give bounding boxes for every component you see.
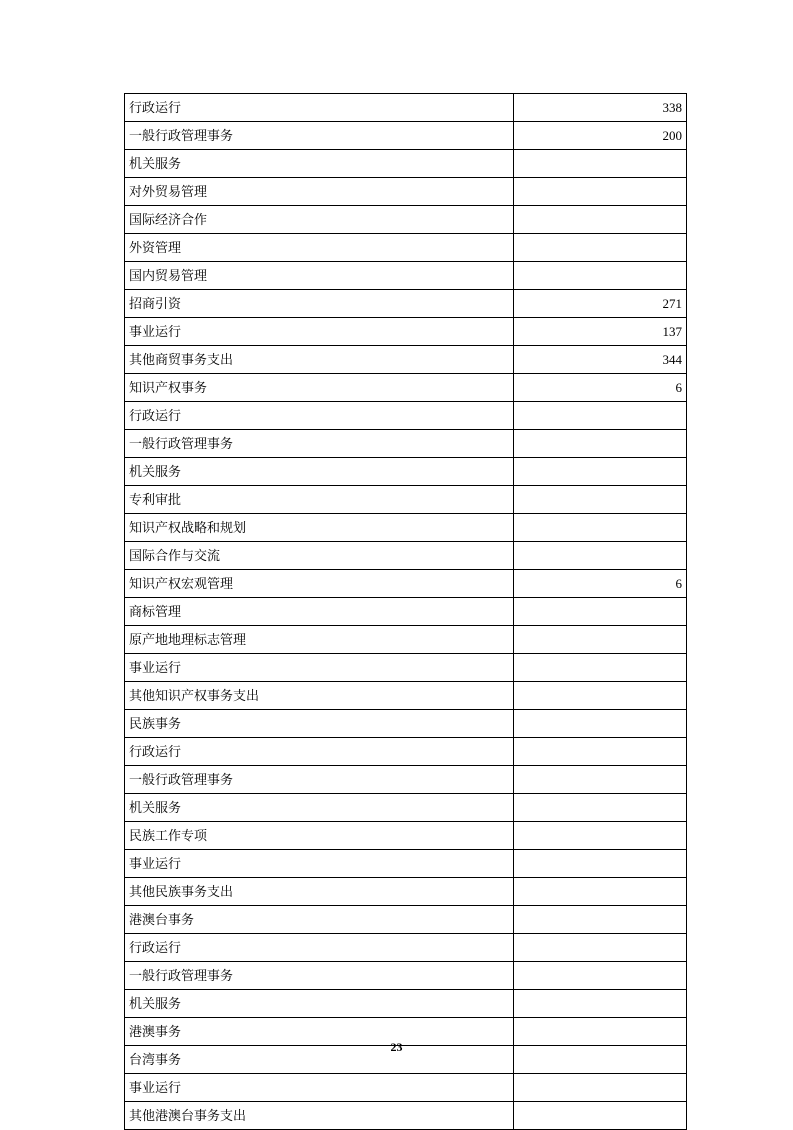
row-value: [514, 430, 687, 458]
row-value: [514, 178, 687, 206]
row-value: [514, 990, 687, 1018]
table-row: [125, 402, 687, 430]
row-value: 200: [514, 122, 687, 150]
row-label: 国际合作与交流: [125, 542, 514, 570]
row-label: 一般行政管理事务: [125, 430, 514, 458]
row-value: [514, 150, 687, 178]
row-value: [514, 458, 687, 486]
table-row: [125, 458, 687, 486]
row-value: 271: [514, 290, 687, 318]
table-row: [125, 150, 687, 178]
table-row: [125, 486, 687, 514]
row-label: 知识产权战略和规划: [125, 514, 514, 542]
row-value: [514, 682, 687, 710]
table-row: [125, 850, 687, 878]
row-label: 民族工作专项: [125, 822, 514, 850]
row-value: [514, 738, 687, 766]
row-label: 其他港澳台事务支出: [125, 1102, 514, 1130]
row-value: [514, 850, 687, 878]
table-row: [125, 1102, 687, 1130]
table-row: [125, 178, 687, 206]
row-label: 一般行政管理事务: [125, 766, 514, 794]
row-label: 港澳台事务: [125, 906, 514, 934]
row-label: 招商引资: [125, 290, 514, 318]
row-value: 137: [514, 318, 687, 346]
row-value: [514, 878, 687, 906]
table-row: [125, 234, 687, 262]
table-row: [125, 794, 687, 822]
row-label: 一般行政管理事务: [125, 962, 514, 990]
budget-table-body: [125, 94, 687, 1130]
table-row: [125, 626, 687, 654]
row-value: [514, 486, 687, 514]
row-label: 外资管理: [125, 234, 514, 262]
row-value: [514, 710, 687, 738]
row-label: 原产地地理标志管理: [125, 626, 514, 654]
row-value: [514, 962, 687, 990]
row-value: 6: [514, 570, 687, 598]
row-label: 机关服务: [125, 458, 514, 486]
row-value: 6: [514, 374, 687, 402]
table-row: [125, 962, 687, 990]
row-label: 行政运行: [125, 934, 514, 962]
row-value: [514, 234, 687, 262]
row-value: [514, 542, 687, 570]
table-row: [125, 262, 687, 290]
row-label: 国际经济合作: [125, 206, 514, 234]
table-row: [125, 906, 687, 934]
row-label: 其他知识产权事务支出: [125, 682, 514, 710]
row-label: 台湾事务: [125, 1046, 514, 1074]
row-label: 知识产权事务: [125, 374, 514, 402]
row-label: 港澳事务: [125, 1018, 514, 1046]
budget-table-container: [124, 93, 682, 1130]
row-label: 机关服务: [125, 990, 514, 1018]
row-label: 对外贸易管理: [125, 178, 514, 206]
table-row: [125, 990, 687, 1018]
row-value: [514, 206, 687, 234]
table-row: [125, 122, 687, 150]
row-value: 338: [514, 94, 687, 122]
row-label: 国内贸易管理: [125, 262, 514, 290]
table-row: [125, 878, 687, 906]
row-label: 机关服务: [125, 150, 514, 178]
table-row: [125, 374, 687, 402]
row-value: [514, 598, 687, 626]
table-row: [125, 346, 687, 374]
table-row: [125, 290, 687, 318]
row-value: [514, 626, 687, 654]
table-row: [125, 94, 687, 122]
row-label: 行政运行: [125, 94, 514, 122]
table-row: [125, 206, 687, 234]
row-value: [514, 766, 687, 794]
row-value: 344: [514, 346, 687, 374]
budget-table: [124, 93, 687, 1130]
table-row: [125, 766, 687, 794]
table-row: [125, 654, 687, 682]
row-value: [514, 822, 687, 850]
row-label: 其他商贸事务支出: [125, 346, 514, 374]
row-value: [514, 514, 687, 542]
table-row: [125, 570, 687, 598]
table-row: [125, 682, 687, 710]
row-label: 专利审批: [125, 486, 514, 514]
table-row: [125, 318, 687, 346]
row-label: 其他民族事务支出: [125, 878, 514, 906]
row-value: [514, 1074, 687, 1102]
table-row: [125, 1074, 687, 1102]
row-label: 商标管理: [125, 598, 514, 626]
row-label: 一般行政管理事务: [125, 122, 514, 150]
row-value: [514, 906, 687, 934]
row-label: 机关服务: [125, 794, 514, 822]
row-label: 行政运行: [125, 738, 514, 766]
row-label: 事业运行: [125, 654, 514, 682]
table-row: [125, 598, 687, 626]
row-value: [514, 654, 687, 682]
row-value: [514, 794, 687, 822]
page-number: 23: [390, 1040, 403, 1054]
table-row: [125, 822, 687, 850]
row-value: [514, 1102, 687, 1130]
table-row: [125, 542, 687, 570]
row-label: 事业运行: [125, 1074, 514, 1102]
row-value: [514, 402, 687, 430]
table-row: [125, 514, 687, 542]
row-value: [514, 262, 687, 290]
table-row: [125, 710, 687, 738]
row-label: 民族事务: [125, 710, 514, 738]
row-label: 行政运行: [125, 402, 514, 430]
table-row: [125, 738, 687, 766]
row-label: 事业运行: [125, 318, 514, 346]
row-label: 事业运行: [125, 850, 514, 878]
row-label: 知识产权宏观管理: [125, 570, 514, 598]
table-row: [125, 430, 687, 458]
table-row: [125, 934, 687, 962]
row-value: [514, 934, 687, 962]
